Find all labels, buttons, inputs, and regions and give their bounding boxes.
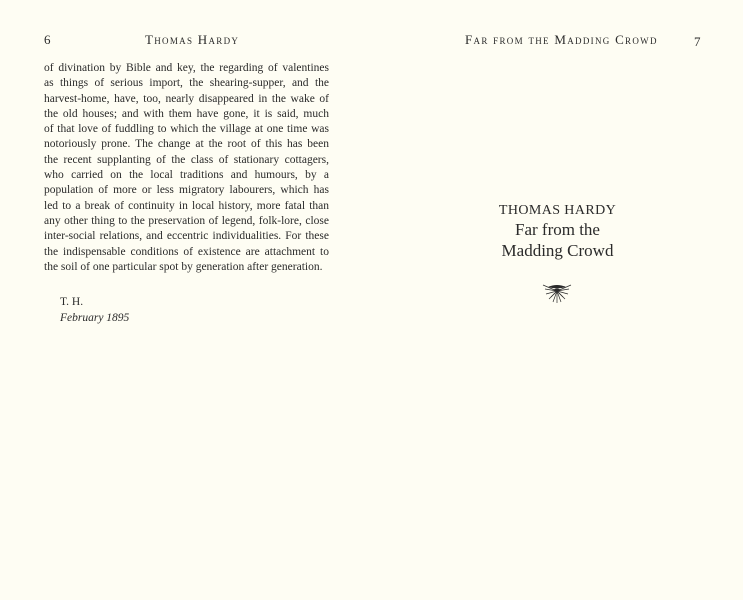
signoff-date: February 1895	[60, 311, 130, 324]
book-title-line-1: Far from the	[515, 220, 600, 239]
text-line: any other thing to the preservation of legend, folk-lore, close	[44, 214, 329, 227]
left-page	[0, 0, 371, 600]
text-line: notoriously prone. The change at the root of this has been	[44, 138, 329, 151]
text-line: harvest-home, have, too, nearly disappeared in the wake of	[44, 92, 329, 105]
body-text	[44, 61, 329, 275]
signoff	[60, 295, 129, 326]
page-number: 6	[44, 32, 51, 47]
text-line: the indispensable conditions of existence are attachment to	[44, 245, 329, 258]
title-block	[372, 202, 743, 261]
running-head: Thomas Hardy	[145, 32, 240, 47]
book-title-line-2: Madding Crowd	[501, 241, 614, 260]
right-page	[372, 0, 743, 600]
text-line: the soil of one particular spot by generation after generation.	[44, 260, 323, 273]
text-line: the recent supplanting of the class of stationary cottagers,	[44, 153, 329, 166]
text-line: of divination by Bible and key, the regarding of valentines	[44, 62, 329, 74]
text-line: of that love of fuddling to which the village at one time was	[44, 123, 329, 136]
sunburst-ornament-icon	[542, 283, 572, 303]
text-line: population of more or less migratory labourers, which has	[44, 184, 329, 197]
text-line: who carried on the local traditions and humours, by a	[44, 169, 329, 182]
title-author: THOMAS HARDY	[498, 203, 617, 218]
text-line: led to a break of continuity in local history, more fatal than	[44, 199, 329, 212]
text-line: the old houses; and with them have gone, it is said, much	[44, 107, 329, 120]
signoff-initials: T. H.	[60, 296, 84, 308]
text-line: inter-social relations, and eccentric individualities. For these	[44, 230, 329, 243]
text-line: as things of serious import, the shearing-supper, and the	[44, 77, 329, 90]
running-head: Far from the Madding Crowd	[465, 32, 658, 47]
page-number: 7	[694, 34, 701, 49]
